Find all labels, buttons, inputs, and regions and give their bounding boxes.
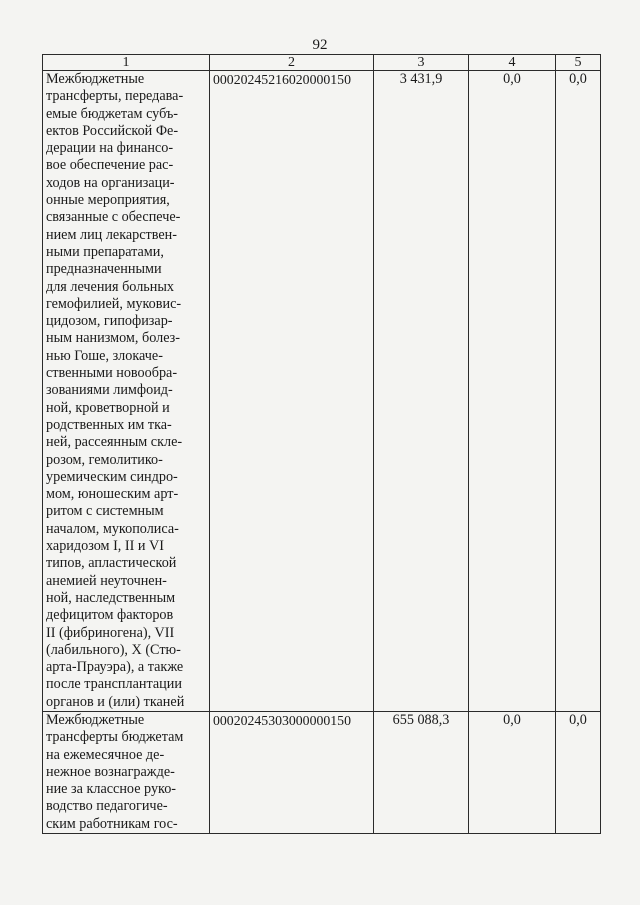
row-value-col5: 0,0 — [556, 712, 601, 834]
table-row — [43, 71, 601, 712]
column-header-1: 1 — [43, 55, 210, 71]
row-value-col4: 0,0 — [469, 71, 556, 712]
page-number: 92 — [312, 37, 328, 53]
row-value-col3: 655 088,3 — [374, 712, 469, 834]
table-header-row — [43, 55, 601, 71]
row-value-col3: 3 431,9 — [374, 71, 469, 712]
table-row — [43, 712, 601, 834]
row-budget-code: 00020245216020000150 — [210, 71, 374, 712]
column-header-5: 5 — [556, 55, 601, 71]
row-description: Межбюджетные трансферты, передава- емые бюджетам субъ- ектов Российской Фе- дерации на финансо- вое обеспечение рас- ходов на организаци- онные мероприятия, связанные с обеспече- нием лиц лекарствен- ными препаратами, предназначенными для лечения больных гемофилией, муковис- цидозом, гипофизар- ным нанизмом, болез- нью Гоше, злокаче- ственными новообра- зованиями лимфоид- ной, кроветворной и родственных им тка- ней, рассеянным скле- розом, гемолитико- уремическим синдро- мом, юношеским арт- ритом с системным началом, мукополиса- харидозом I, II и VI типов, апластической анемией неуточнен- ной, наследственным дефицитом факторов II (фибриногена), VII (лабильного), X (Стю- арта-Прауэра), а также после трансплантации органов и (или) тканей — [43, 71, 210, 712]
budget-table — [42, 54, 601, 834]
row-budget-code: 00020245303000000150 — [210, 712, 374, 834]
column-header-4: 4 — [469, 55, 556, 71]
row-value-col4: 0,0 — [469, 712, 556, 834]
column-header-2: 2 — [210, 55, 374, 71]
row-value-col5: 0,0 — [556, 71, 601, 712]
column-header-3: 3 — [374, 55, 469, 71]
row-description: Межбюджетные трансферты бюджетам на ежемесячное де- нежное вознагражде- ние за классное руко- водство педагогиче- ским работникам гос- — [43, 712, 210, 834]
